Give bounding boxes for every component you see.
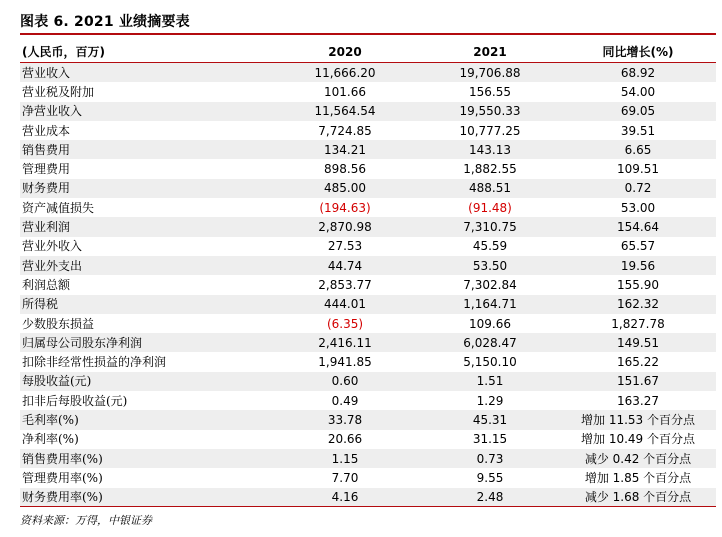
value-yoy: 163.27	[617, 393, 659, 408]
value-2021: (91.48)	[468, 200, 512, 215]
row-label: 资产减值损失	[22, 200, 95, 215]
value-2020: 1.15	[270, 449, 420, 468]
table-row	[20, 237, 716, 256]
row-label: 扣除非经常性损益的净利润	[22, 355, 167, 370]
value-2021: 1,164.71	[420, 295, 560, 314]
header-unit: (人民币，百万)	[20, 41, 270, 63]
value-2020: 44.74	[270, 256, 420, 275]
table-row	[20, 314, 716, 333]
table-row	[20, 198, 716, 217]
row-label: 所得税	[20, 295, 270, 314]
value-yoy: 54.00	[620, 84, 656, 99]
value-yoy: 减少 1.68 个百分点	[560, 488, 716, 507]
table-row	[20, 372, 716, 391]
value-2020: (6.35)	[326, 316, 364, 331]
value-2021: 0.73	[420, 449, 560, 468]
value-2020: 1,941.85	[318, 355, 372, 370]
value-2020: 4.16	[270, 488, 420, 507]
value-yoy: 39.51	[620, 123, 656, 138]
value-2021: 488.51	[420, 179, 560, 198]
row-label: 营业收入	[20, 63, 270, 83]
value-2020: (194.63)	[319, 200, 371, 215]
row-label: 销售费用	[20, 140, 270, 159]
table-row	[20, 82, 716, 101]
value-2021: 156.55	[469, 84, 511, 99]
value-2021: 10,777.25	[459, 123, 521, 138]
row-label: 管理费用率(%)	[22, 470, 103, 485]
value-2020: 11,564.54	[270, 102, 420, 121]
table-row	[20, 391, 716, 410]
value-yoy: 155.90	[617, 277, 659, 292]
value-2020: 33.78	[270, 410, 420, 429]
value-yoy: 165.22	[617, 355, 659, 370]
table-row	[20, 410, 716, 429]
table-row	[20, 159, 716, 178]
row-label: 少数股东损益	[22, 316, 95, 331]
value-2020: 2,853.77	[318, 277, 372, 292]
row-label: 净利率(%)	[22, 432, 79, 447]
row-label: 利润总额	[22, 277, 71, 292]
value-2021: 7,310.75	[420, 217, 560, 236]
value-yoy: 增加 1.85 个百分点	[584, 470, 692, 485]
value-2021: 45.31	[420, 410, 560, 429]
value-yoy: 增加 10.49 个百分点	[581, 432, 695, 447]
table-header-row	[20, 41, 716, 63]
value-2020: 2,870.98	[270, 217, 420, 236]
value-2020: 27.53	[327, 239, 363, 254]
row-label: 营业税及附加	[22, 84, 95, 99]
row-label: 营业外支出	[20, 256, 270, 275]
value-yoy: 154.64	[560, 217, 716, 236]
row-label: 营业利润	[20, 217, 270, 236]
value-yoy: 1,827.78	[611, 316, 665, 331]
table-row	[20, 468, 716, 487]
table-row	[20, 333, 716, 352]
value-2021: 6,028.47	[420, 333, 560, 352]
value-2020: 485.00	[270, 179, 420, 198]
value-2020: 0.49	[331, 393, 359, 408]
value-2021: 1,882.55	[463, 162, 517, 177]
figure-title: 图表 6. 2021 业绩摘要表	[20, 14, 190, 30]
row-label: 每股收益(元)	[20, 372, 270, 391]
row-label: 管理费用	[22, 162, 71, 177]
value-yoy: 149.51	[560, 333, 716, 352]
value-2021: 7,302.84	[463, 277, 517, 292]
value-2020: 20.66	[327, 432, 363, 447]
value-yoy: 65.57	[620, 239, 656, 254]
value-2020: 0.60	[270, 372, 420, 391]
table-row	[20, 352, 716, 371]
table-row	[20, 256, 716, 275]
table-row	[20, 179, 716, 198]
value-yoy: 增加 11.53 个百分点	[560, 410, 716, 429]
value-2021: 1.29	[476, 393, 504, 408]
value-2020: 134.21	[270, 140, 420, 159]
value-2021: 5,150.10	[463, 355, 517, 370]
row-label: 营业成本	[22, 123, 71, 138]
value-2021: 45.59	[472, 239, 508, 254]
value-yoy: 减少 0.42 个百分点	[560, 449, 716, 468]
value-2020: 2,416.11	[270, 333, 420, 352]
row-label: 财务费用率(%)	[20, 488, 270, 507]
row-label: 净营业收入	[20, 102, 270, 121]
row-label: 毛利率(%)	[20, 410, 270, 429]
table-row	[20, 295, 716, 314]
table-row	[20, 63, 716, 83]
table-row	[20, 275, 716, 294]
table-row	[20, 102, 716, 121]
table-row	[20, 217, 716, 236]
table-row	[20, 140, 716, 159]
value-2021: 19,706.88	[420, 63, 560, 83]
value-yoy: 69.05	[560, 102, 716, 121]
value-2021: 2.48	[420, 488, 560, 507]
value-2021: 143.13	[420, 140, 560, 159]
title-divider	[20, 33, 716, 35]
summary-table	[20, 41, 716, 507]
value-2020: 11,666.20	[270, 63, 420, 83]
header-yoy: 同比增长(%)	[560, 41, 716, 63]
value-2021: 109.66	[469, 316, 511, 331]
row-label: 扣非后每股收益(元)	[22, 393, 128, 408]
value-2020: 444.01	[270, 295, 420, 314]
row-label: 财务费用	[20, 179, 270, 198]
value-yoy: 6.65	[560, 140, 716, 159]
table-row	[20, 121, 716, 140]
value-yoy: 68.92	[560, 63, 716, 83]
bottom-divider	[20, 506, 716, 507]
value-2020: 7,724.85	[318, 123, 372, 138]
value-2021: 53.50	[420, 256, 560, 275]
value-yoy: 0.72	[560, 179, 716, 198]
table-row	[20, 449, 716, 468]
table-row	[20, 488, 716, 507]
table-row	[20, 430, 716, 449]
value-2021: 1.51	[420, 372, 560, 391]
value-yoy: 19.56	[560, 256, 716, 275]
row-label: 营业外收入	[22, 239, 83, 254]
source-note: 资料来源：万得，中银证券	[20, 514, 152, 527]
value-yoy: 151.67	[560, 372, 716, 391]
value-2020: 7.70	[331, 470, 359, 485]
value-2021: 31.15	[472, 432, 508, 447]
value-yoy: 162.32	[560, 295, 716, 314]
row-label: 销售费用率(%)	[20, 449, 270, 468]
value-2020: 101.66	[324, 84, 366, 99]
value-2021: 19,550.33	[420, 102, 560, 121]
value-2021: 9.55	[476, 470, 504, 485]
value-2020: 898.56	[324, 162, 366, 177]
header-2020: 2020	[270, 41, 420, 63]
row-label: 归属母公司股东净利润	[20, 333, 270, 352]
header-2021: 2021	[420, 41, 560, 63]
value-yoy: 53.00	[620, 200, 656, 215]
value-yoy: 109.51	[617, 162, 659, 177]
